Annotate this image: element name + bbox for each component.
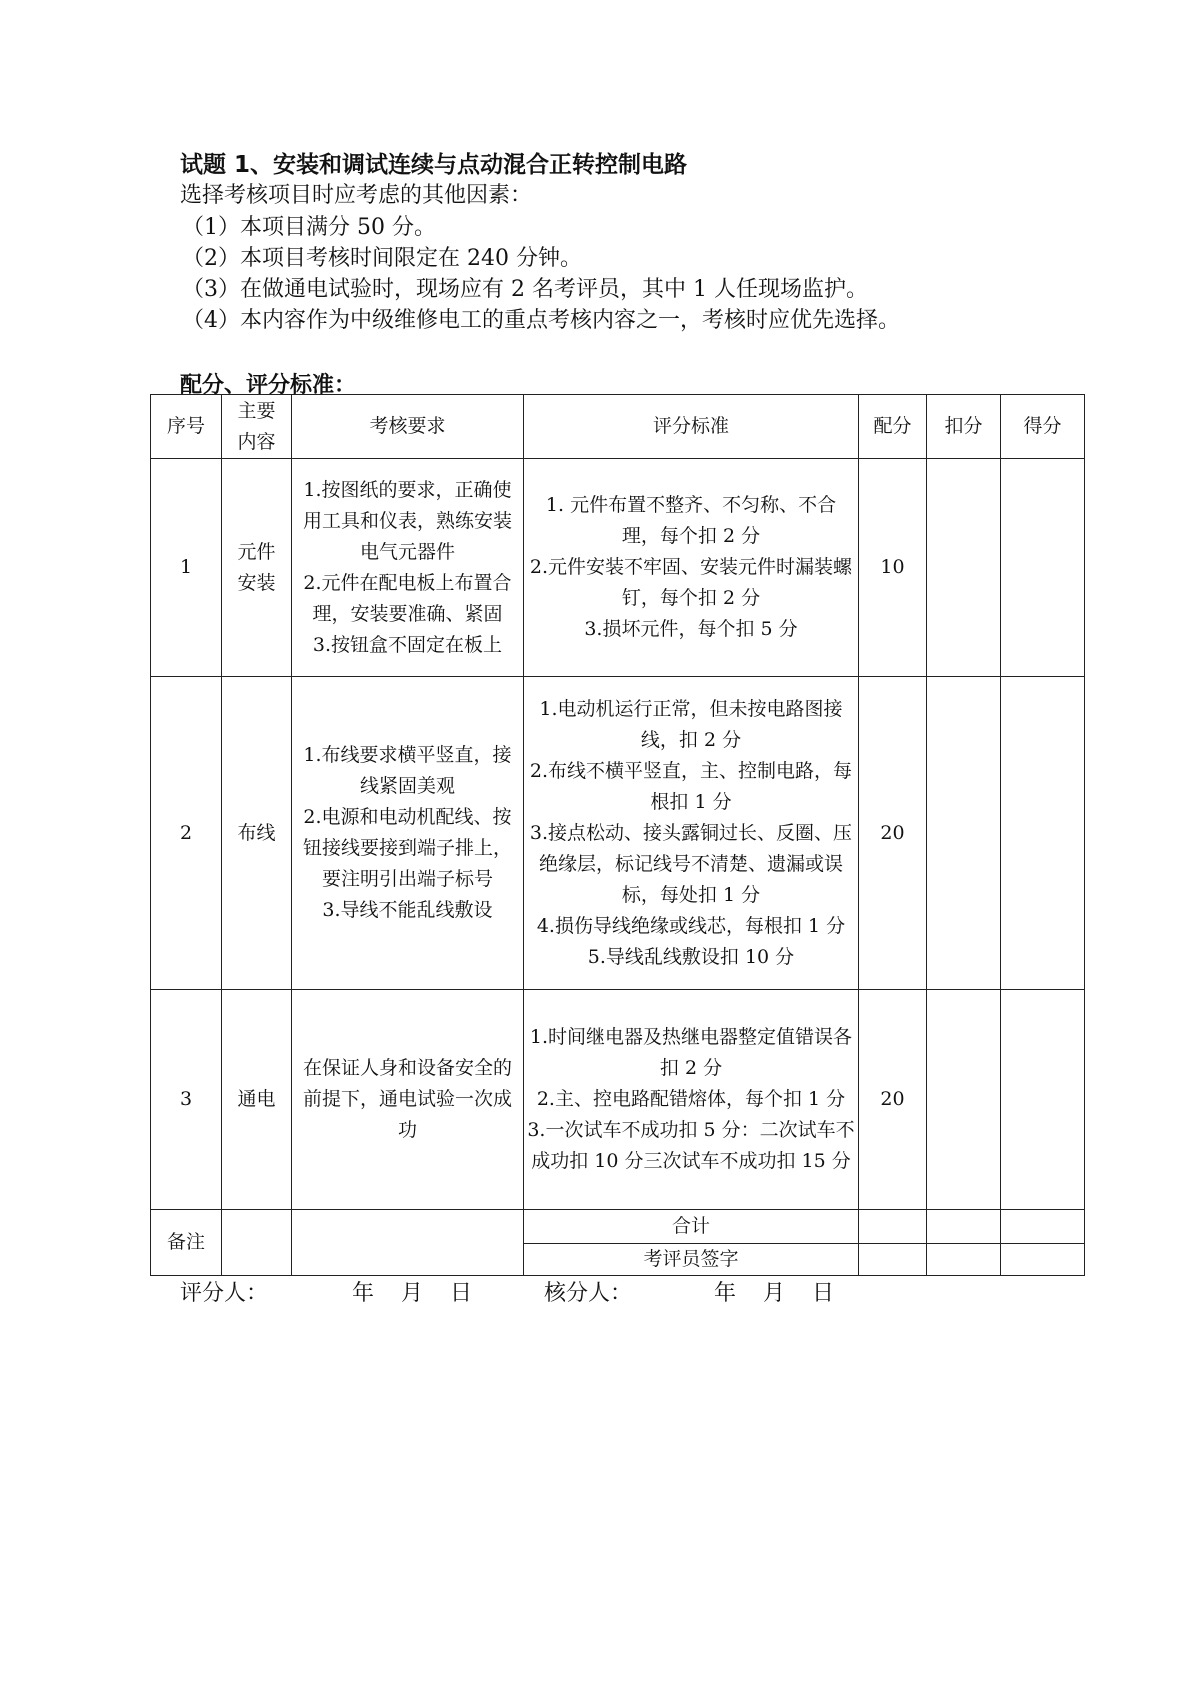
factor-item-1: （1）本项目满分 50 分。 [182,215,436,240]
row-criteria: 1.时间继电器及热继电器整定值错误各扣 2 分 2.主、控电路配错熔体，每个扣 1 分 3.一次试车不成功扣 5 分：二次试车不成功扣 10 分三次试车不成功扣 15 分 [524,990,859,1210]
table-row [151,990,1085,1210]
total-score [1001,1210,1085,1244]
signature-label: 考评员签字 [524,1244,859,1276]
row-content: 布线 [222,677,292,990]
header-requirement: 考核要求 [292,395,524,459]
remark-cell [222,1210,292,1276]
table-header-row [151,395,1085,459]
checker-date: 年 月 日 [714,1281,834,1306]
row-no: 2 [151,677,222,990]
row-no: 3 [151,990,222,1210]
total-label: 合计 [524,1210,859,1244]
row-requirement: 1.按图纸的要求，正确使用工具和仪表，熟练安装电气元器件 2.元件在配电板上布置合理，安装要准确、紧固 3.按钮盒不固定在板上 [292,459,524,677]
signature-score [1001,1244,1085,1276]
row-deduct [927,459,1001,677]
row-score [1001,677,1085,990]
section-title: 配分、评分标准： [180,373,357,398]
row-deduct [927,677,1001,990]
checker-label: 核分人： [544,1281,633,1306]
row-requirement: 1.布线要求横平竖直，接线紧固美观 2.电源和电动机配线、按钮接线要接到端子排上，要注明引出端子标号 3.导线不能乱线敷设 [292,677,524,990]
row-content: 通电 [222,990,292,1210]
factor-item-2: （2）本项目考核时间限定在 240 分钟。 [182,246,582,271]
factor-item-3: （3）在做通电试验时，现场应有 2 名考评员，其中 1 人任现场监护。 [182,277,868,302]
document-title: 试题 1、安装和调试连续与点动混合正转控制电路 [180,152,688,178]
factor-item-4: （4）本内容作为中级维修电工的重点考核内容之一，考核时应优先选择。 [182,308,900,333]
row-criteria: 1. 元件布置不整齐、不匀称、不合理，每个扣 2 分 2.元件安装不牢固、安装元件时漏装螺钉，每个扣 2 分 3.损坏元件，每个扣 5 分 [524,459,859,677]
signature-points [859,1244,927,1276]
header-criteria: 评分标准 [524,395,859,459]
table-row [151,459,1085,677]
row-score [1001,990,1085,1210]
total-deduct [927,1210,1001,1244]
row-requirement: 在保证人身和设备安全的前提下，通电试验一次成功 [292,990,524,1210]
factors-intro: 选择考核项目时应考虑的其他因素： [180,183,533,208]
row-points: 10 [859,459,927,677]
row-score [1001,459,1085,677]
row-content: 元件 安装 [222,459,292,677]
header-deduct: 扣分 [927,395,1001,459]
header-no: 序号 [151,395,222,459]
signature-deduct [927,1244,1001,1276]
row-criteria: 1.电动机运行正常，但未按电路图接线，扣 2 分 2.布线不横平竖直，主、控制电路，每根扣 1 分 3.接点松动、接头露铜过长、反圈、压绝缘层，标记线号不清楚、遗漏或误标，每处扣 1 分 4.损伤导线绝缘或线芯，每根扣 1 分 5.导线乱线敷设扣 10 分 [524,677,859,990]
header-content: 主要 内容 [222,395,292,459]
scoring-table [150,394,1085,1276]
row-points: 20 [859,677,927,990]
remark-label: 备注 [151,1210,222,1276]
header-score: 得分 [1001,395,1085,459]
total-row [151,1210,1085,1244]
row-points: 20 [859,990,927,1210]
row-no: 1 [151,459,222,677]
total-points [859,1210,927,1244]
remark-text-cell [292,1210,524,1276]
row-deduct [927,990,1001,1210]
grader-date: 年 月 日 [352,1281,472,1306]
header-points: 配分 [859,395,927,459]
grader-label: 评分人： [180,1281,269,1306]
table-row [151,677,1085,990]
